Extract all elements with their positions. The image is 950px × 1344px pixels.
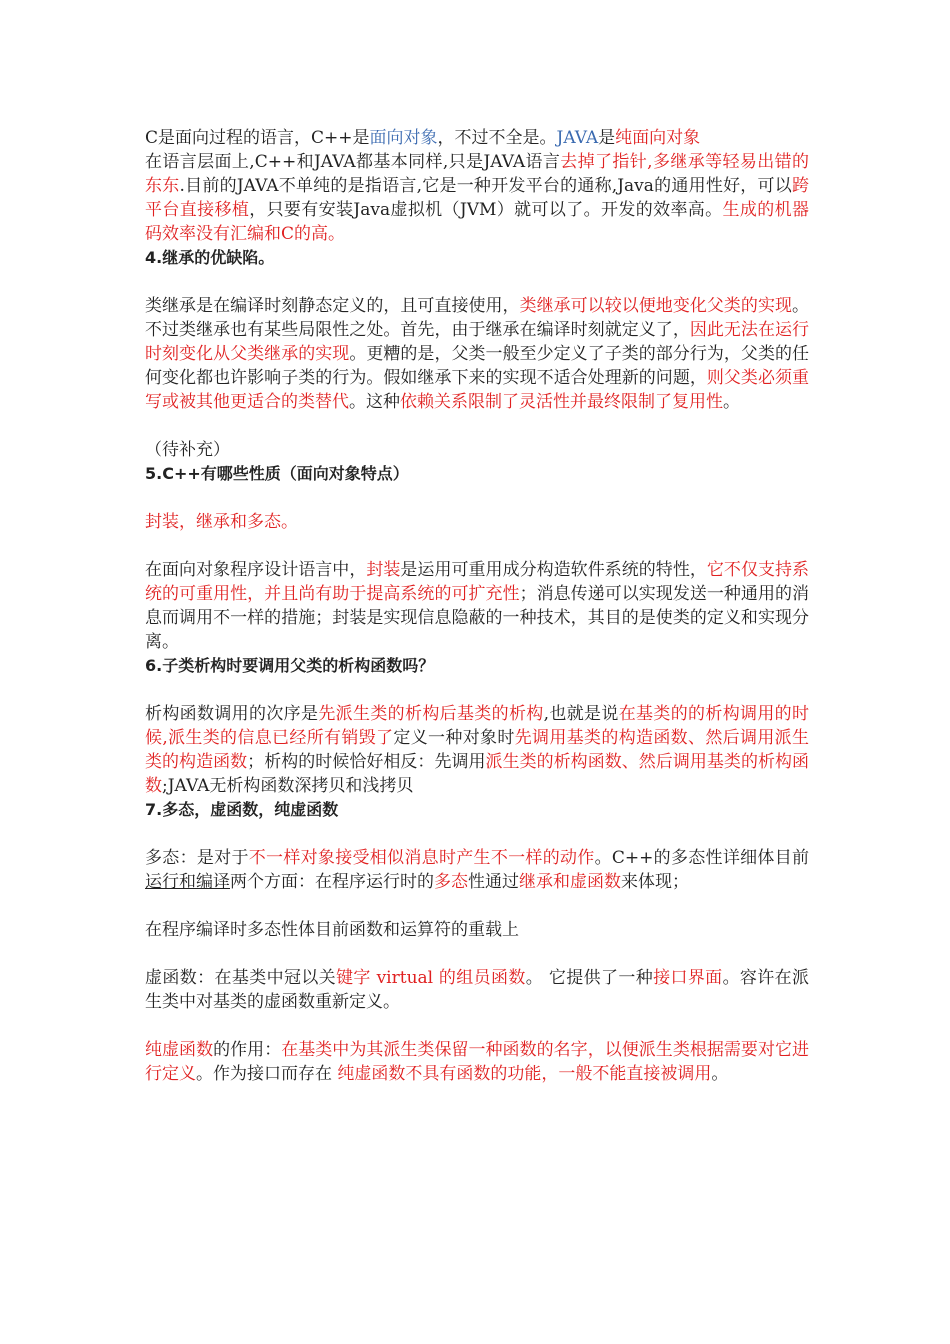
text: .目前的JAVA不单纯的是指语言,它是一种开发平台的通称,Java的通用性好，可以 — [179, 176, 793, 196]
text-red: 多态 — [434, 872, 468, 892]
text: 是运用可重用成分构造软件系统的特性， — [400, 560, 707, 580]
text: 定义一种对象时 — [393, 728, 515, 748]
text: 虚函数：在基类中冠以关 — [145, 968, 337, 988]
text: C是面向过程的语言，C++是 — [145, 128, 370, 148]
paragraph-compile-time: 在程序编译时多态性体目前函数和运算符的重载上 — [145, 920, 519, 940]
text-red: 键字 virtual 的组员函数 — [336, 968, 526, 988]
heading-polymorphism: 7.多态，虚函数，纯虚函数 — [145, 800, 339, 819]
text-red: 去掉了指针,多继承等轻易出错的东东 — [145, 152, 810, 196]
text-red: 纯虚函数 — [145, 1040, 214, 1060]
text: 性通过 — [468, 872, 519, 892]
text-red: 依赖关系限制了灵活性并最终限制了复用性 — [400, 392, 723, 412]
text-red: 因此无法在运行时刻变化从父类继承的实现 — [145, 320, 810, 364]
text-red: 不一样对象接受相似消息时产生不一样的动作 — [248, 848, 595, 868]
text: 是 — [598, 128, 616, 148]
paragraph-inheritance — [145, 294, 809, 414]
paragraph-pure-virtual — [145, 1038, 809, 1086]
text-red: 跨平台直接移植 — [145, 176, 810, 220]
text: ,也就是说 — [543, 704, 619, 724]
text-red: 接口界面 — [653, 968, 723, 988]
text: ，只要有安装Java虚拟机（JVM）就可以了。开发的效率高。 — [249, 200, 723, 220]
paragraph-java-compare — [145, 150, 809, 246]
text-blue: JAVA — [556, 128, 599, 148]
paragraph-c-vs-cpp — [145, 126, 809, 150]
text-blue: 面向对象 — [369, 128, 438, 148]
text-red: 继承和虚函数 — [519, 872, 621, 892]
text: 。C++的多态性详细体目前 — [594, 848, 810, 868]
text-red: 先派生类的析构后基类的析构 — [318, 704, 544, 724]
text-red: 派生类的析构函数、然后调用基类的析构函数 — [145, 752, 810, 796]
text-red: 纯面向对象 — [615, 128, 701, 148]
document-page — [145, 126, 809, 1086]
paragraph-pending: （待补充） — [145, 440, 230, 460]
heading-destructor: 6.子类析构时要调用父类的析构函数吗？ — [145, 656, 435, 675]
text: 的作用： — [213, 1040, 282, 1060]
text: 。这种 — [349, 392, 400, 412]
text-red: 在基类的的析构调用的时候,派生类的信息已经所有销毁了 — [145, 704, 810, 748]
text: 来体现； — [621, 872, 689, 892]
text-red: 类继承可以较以便地变化父类的实现 — [519, 296, 792, 316]
text-red: 封装 — [366, 560, 401, 580]
heading-inheritance: 4.继承的优缺陷。 — [145, 248, 275, 267]
text: 在语言层面上,C++和JAVA都基本同样,只是JAVA语言 — [145, 152, 561, 172]
text-red: 在基类中为其派生类保留一种函数的名字，以便派生类根据需要对它进行定义 — [145, 1040, 810, 1084]
text-red: 生成的机器码效率没有汇编和C的高。 — [145, 200, 810, 244]
text: 。 — [711, 1064, 729, 1084]
text: 在面向对象程序设计语言中， — [145, 560, 367, 580]
text-red: 纯虚函数不具有函数的功能，一般不能直接被调用 — [337, 1064, 712, 1084]
text: ；析构的时候恰好相反：先调用 — [247, 752, 486, 772]
text-red: 则父类必须重写或被其他更适合的类替代 — [145, 368, 810, 412]
text: ;JAVA无析构函数深拷贝和浅拷贝 — [162, 776, 414, 796]
text: ，不过不全是。 — [437, 128, 557, 148]
text: 两个方面：在程序运行时的 — [230, 872, 434, 892]
text: 。更糟的是，父类一般至少定义了子类的部分行为，父类的任何变化都也许影响子类的行为。假如继承下来的实现不适合处理新的问题， — [145, 344, 810, 388]
paragraph-encapsulation — [145, 558, 809, 654]
text: 。 — [723, 392, 740, 412]
text: 。 它提供了一种 — [525, 968, 654, 988]
text-underlined: 运行和编译 — [145, 872, 230, 892]
paragraph-destructor — [145, 702, 809, 798]
text: 多态：是对于 — [145, 848, 249, 868]
text: 析构函数调用的次序是 — [145, 704, 319, 724]
paragraph-virtual-function — [145, 966, 809, 1014]
text: 。作为接口而存在 — [196, 1064, 338, 1084]
text: ；消息传递可以实现发送一种通用的消息而调用不一样的措施；封装是实现信息隐蔽的一种技术，其目的是使类的定义和实现分离。 — [145, 584, 809, 652]
text: 。容许在派生类中对基类的虚函数重新定义。 — [145, 968, 810, 1012]
paragraph-polymorphism — [145, 846, 809, 894]
text-red: 它不仅支持系统的可重用性，并且尚有助于提高系统的可扩充性 — [145, 560, 810, 604]
text-red: 先调用基类的构造函数、然后调用派生类的构造函数 — [145, 728, 810, 772]
paragraph-oop-traits: 封装，继承和多态。 — [145, 512, 298, 532]
heading-cpp-properties: 5.C++有哪些性质（面向对象特点） — [145, 464, 409, 483]
text: 类继承是在编译时刻静态定义的，且可直接使用， — [145, 296, 520, 316]
text: 。不过类继承也有某些局限性之处。首先，由于继承在编译时刻就定义了， — [145, 296, 809, 340]
